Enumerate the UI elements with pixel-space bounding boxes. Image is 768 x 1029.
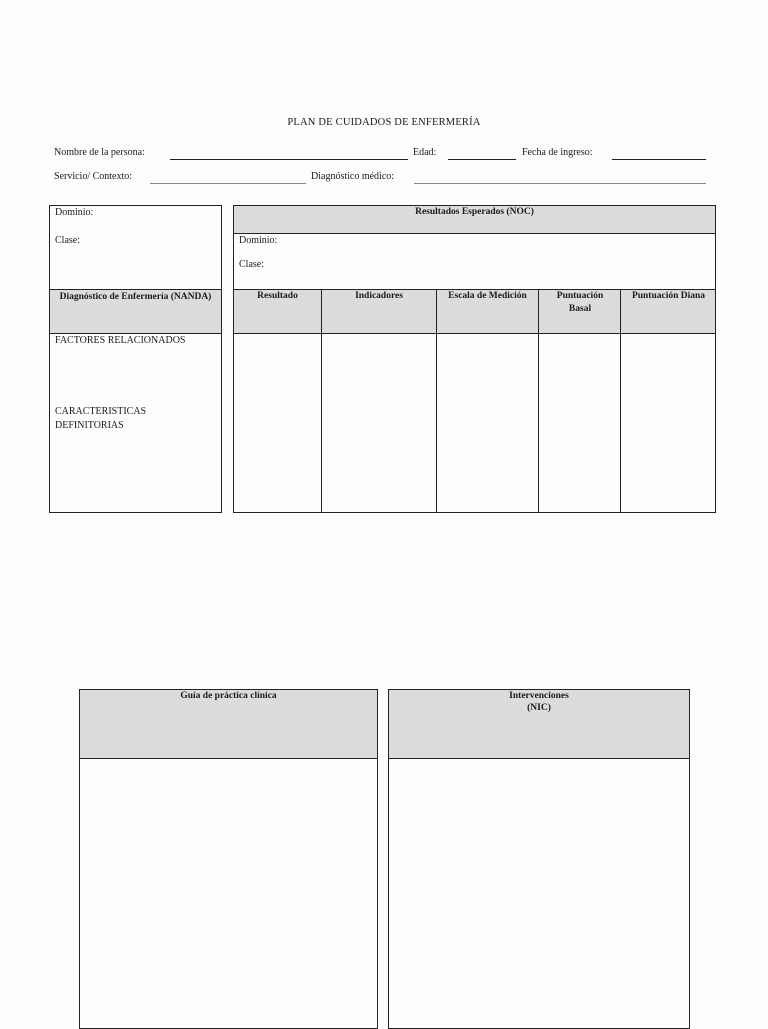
definitorias-label: DEFINITORIAS xyxy=(55,420,124,431)
col-divider xyxy=(321,289,322,513)
nanda-header: Diagnóstico de Enfermería (NANDA) xyxy=(59,292,212,302)
col-divider xyxy=(620,289,621,513)
edad-label: Edad: xyxy=(413,147,437,158)
col-divider xyxy=(538,289,539,513)
intervenciones-header: Intervenciones xyxy=(509,691,569,701)
col-puntuacion-diana: Puntuación Diana xyxy=(631,291,706,301)
col-resultado: Resultado xyxy=(257,291,298,301)
diagnostico-medico-label: Diagnóstico médico: xyxy=(311,171,395,182)
col-escala-medicion: Escala de Medición xyxy=(448,291,527,301)
edad-field[interactable] xyxy=(448,159,516,160)
servicio-field[interactable] xyxy=(150,183,306,184)
noc-header: Resultados Esperados (NOC) xyxy=(415,207,534,217)
factores-relacionados-label: FACTORES RELACIONADOS xyxy=(55,335,186,346)
col-puntuacion-basal: Puntuación Basal xyxy=(556,291,604,314)
noc-box xyxy=(233,205,716,513)
noc-dominio-label: Dominio: xyxy=(239,235,278,246)
noc-clase-label: Clase: xyxy=(239,259,264,270)
col-divider xyxy=(436,289,437,513)
caracteristicas-label: CARACTERISTICAS xyxy=(55,406,147,417)
nanda-dominio-label: Dominio: xyxy=(55,207,94,218)
nombre-label: Nombre de la persona: xyxy=(54,147,145,158)
nanda-box xyxy=(49,205,222,513)
diagnostico-medico-field[interactable] xyxy=(414,183,706,184)
fecha-ingreso-field[interactable] xyxy=(612,159,706,160)
page-title: PLAN DE CUIDADOS DE ENFERMERÍA xyxy=(287,117,481,128)
intervenciones-nic: (NIC) xyxy=(527,703,551,713)
guia-practica-header: Guía de práctica clínica xyxy=(180,691,277,701)
fecha-ingreso-label: Fecha de ingreso: xyxy=(522,147,593,158)
servicio-label: Servicio/ Contexto: xyxy=(54,171,133,182)
col-indicadores: Indicadores xyxy=(355,291,403,301)
nombre-field[interactable] xyxy=(170,159,408,160)
nanda-clase-label: Clase: xyxy=(55,235,80,246)
